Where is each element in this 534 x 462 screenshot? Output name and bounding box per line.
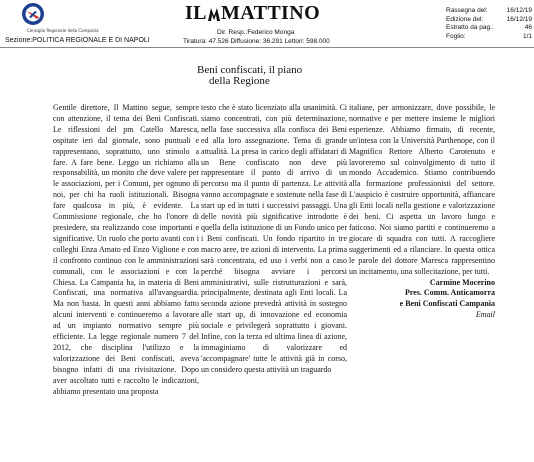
meta-row bbox=[446, 24, 532, 33]
article-signature bbox=[349, 278, 495, 322]
meta-value: 46 bbox=[524, 24, 532, 31]
meta-value: 16/12/19 bbox=[506, 7, 532, 14]
article-title-line1: Beni confiscati, il piano bbox=[197, 64, 303, 76]
masthead-il: IL bbox=[185, 2, 207, 24]
meta-label: Rassegna del: bbox=[446, 7, 488, 14]
article-column-1 bbox=[53, 103, 199, 397]
article-column-2 bbox=[201, 103, 347, 376]
clipping-metadata bbox=[446, 7, 532, 41]
logo-caption: Consiglio Regionale della Campania bbox=[27, 28, 99, 33]
signature-role: Pres. Comm. Anticamorra bbox=[404, 288, 495, 298]
column-text: testo che è stato licenziato alla unanimità. Ci siamo concentrati, con più determinazione, nella fase successiva alla confisca dei Beni ed alla loro assegnazione. Tema di grande attualità. La presa in carico degli affidatari di un Bene confiscato non deve più rappresentare il punto di arrivo di un percorso ma il punto di partenza. Le attività vanno accompagnate e sostenute nella fase di start up ed in tutti i successivi passaggi. Una delle novità più significative introdotte è quella della istituzione di un Fondo unico per i Beni confiscati. Un fondo ripartito in tre macro aree, tre azioni di intervento. La prima sarà concentrata, ed uso i verbi non a caso perché bisogna avviare i percorsi amministrativi, sulle ristrutturazioni e sarà, principalmente, destinata agli Enti locali. La seconda azione prevedrà attività in sostegno alle start up, di innovazione ed economia sociale e privilegerà soprattutto i giovani. Infine, con la terza ed ultima linea di azione, immaginiamo di valorizzare ed 'accompagnare' tutte le attività già in corso, un considero questa attività un traguardo bbox=[201, 103, 347, 374]
meta-label: Edizione del: bbox=[446, 15, 484, 23]
meta-value: 1/1 bbox=[522, 32, 532, 40]
meta-row bbox=[446, 16, 532, 25]
section-label: Sezione:POLITICA REGIONALE E DI NAPOLI bbox=[5, 37, 150, 44]
meta-row bbox=[446, 7, 532, 16]
header-divider bbox=[0, 47, 534, 48]
signature-email: Email bbox=[475, 310, 495, 320]
signature-role: e Beni Confiscati Campania bbox=[399, 299, 495, 309]
director-line: Dir. Resp.:Federico Monga bbox=[217, 29, 295, 36]
masthead-emblem-icon bbox=[207, 6, 221, 22]
article-column-3 bbox=[349, 103, 495, 321]
meta-label: Estratto da pag.: bbox=[446, 24, 494, 31]
meta-value: 16/12/19 bbox=[506, 15, 532, 23]
masthead-mattino: MATTINO bbox=[220, 2, 321, 24]
signature-name: Carmine Mocerino bbox=[429, 277, 495, 287]
article-title bbox=[197, 65, 302, 87]
consiglio-regionale-logo-icon bbox=[21, 2, 45, 26]
column-text: Gentile direttore, Il Mattino segue, sempre con attenzione, il tema dei Beni Confiscati. Le riflessioni del pm Catello Maresca, ospitate ieri dal giornale, sono puntuali e rappresentano, soprattutto, uno stimolo a fare. A fare bene. Leggo un richiamo alla responsabilità, un monito che deve valere per le associazioni, per i Comuni, per ognuno di noi, per chi ha ruoli istituzionali. Bisogna fare qualcosa in più, è evidente. La Commissione regionale, che ho l'onore di presiedere, sta realizzando cose importanti e significative. Un ruolo che porto avanti con i colleghi Enza Amato ed Enzo Viglione e con il confronto continuo con le amministrazioni comunali, con le associazioni e con la Chiesa. La Campania ha, in materia di Beni Confiscati, una normativa all'avanguardia. Ma non basta. In questi anni abbiamo fatto alcuni interventi e continueremo a lavorare ad un impianto normativo sempre più efficiente. La legge regionale numero 7 del 2012, che disciplina l'utilizzo e la valorizzazione dei Beni confiscati, aveva bisogno infatti di una rivisitazione. Dopo aver ascoltato tutti e raccolto le indicazioni, abbiamo presentato una proposta bbox=[53, 103, 199, 396]
article-title-line2: della Regione bbox=[209, 75, 270, 87]
newspaper-masthead bbox=[185, 2, 335, 25]
meta-row bbox=[446, 33, 532, 42]
meta-label: Foglio: bbox=[446, 32, 466, 40]
column-text: italiane, per armonizzare, dove possibile, le normative e per mettere insieme le migliori esperienze. Abbiamo firmato, di recente, un'intesa con la Università Parthenope, con il Magnifico Rettore Alberto Carotenuto e lavoreremo sul coinvolgimento di tutto il mondo Accademico. Stiamo contribuendo alla formazione professionisti del settore. L'auspicio è costruire opportunità, affiancare gli Enti locali nella gestione e valorizzazione dei beni. Ci aspetta un lavoro lungo e faticoso. Noi siamo partiti e continueremo a giocare di squadra con tutti. A raccogliere suggerimenti ed a rilanciare. In questa ottica le parole del dottore Maresca rappresentino un incitamento, una sollecitazione, per tutti. bbox=[349, 103, 495, 276]
circulation-line: Tiratura: 47.526 Diffusione: 36.291 Lettori: 598.000 bbox=[183, 38, 330, 45]
